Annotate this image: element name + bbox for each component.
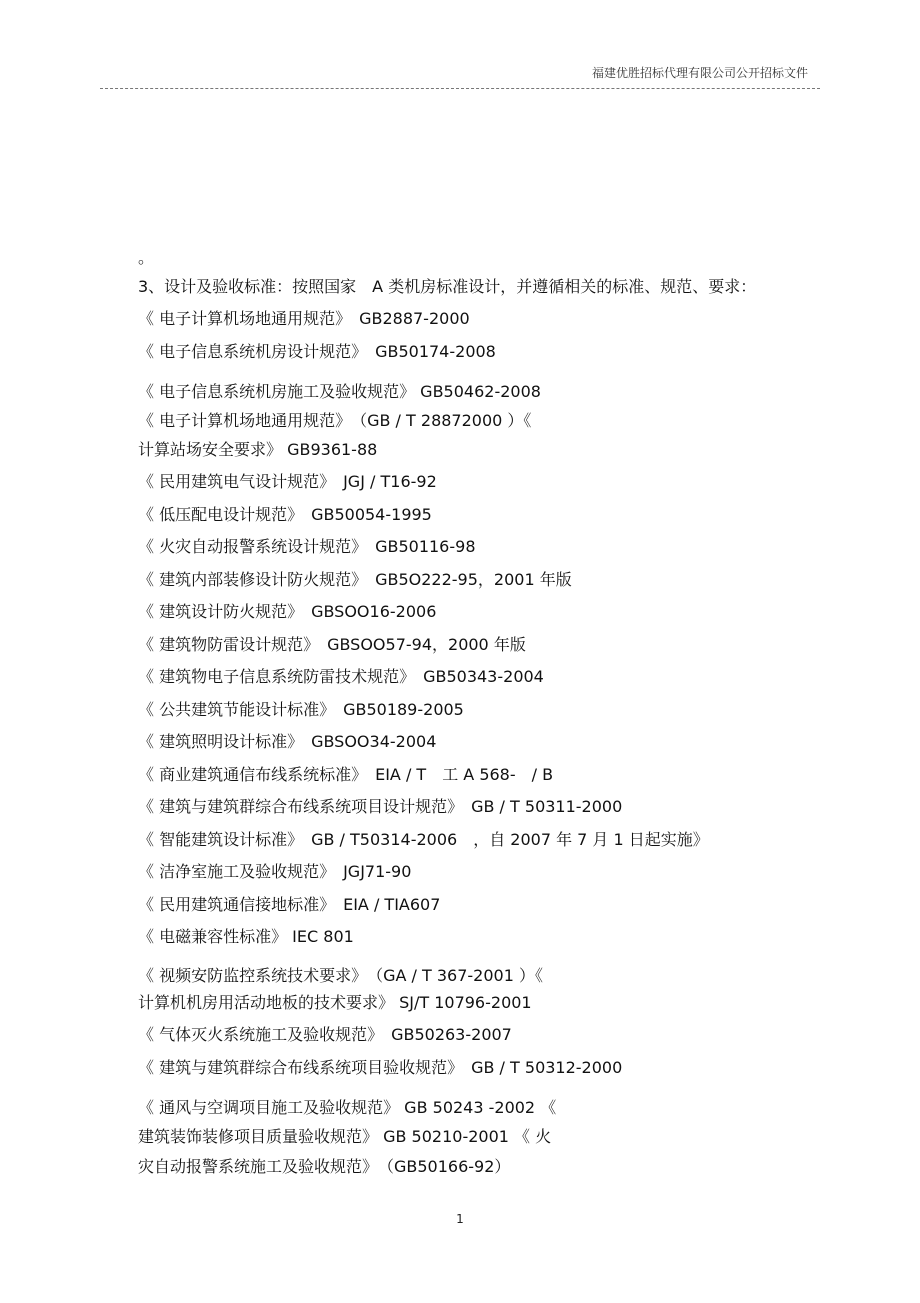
text-line: 《 民用建筑电气设计规范》 JGJ / T16-92 bbox=[138, 472, 437, 491]
header-divider bbox=[100, 88, 820, 89]
text-line: 《 建筑与建筑群综合布线系统项目设计规范》 GB / T 50311-2000 bbox=[138, 797, 623, 816]
text-line: 《 洁净室施工及验收规范》 JGJ71-90 bbox=[138, 862, 412, 881]
text-line: 计算站场安全要求》 GB9361-88 bbox=[138, 440, 378, 459]
text-line: 《 电子计算机场地通用规范》 （GB / T 28872000 ）《 bbox=[138, 411, 532, 430]
page-number: 1 bbox=[456, 1212, 464, 1226]
text-line: 《 商业建筑通信布线系统标准》 EIA / T 工 A 568- / B bbox=[138, 765, 554, 784]
text-line: 《 建筑设计防火规范》 GBSOO16-2006 bbox=[138, 602, 437, 621]
text-line: 《 电子信息系统机房施工及验收规范》 GB50462-2008 bbox=[138, 382, 541, 401]
text-line: 《 民用建筑通信接地标准》 EIA / TIA607 bbox=[138, 895, 441, 914]
header-title: 福建优胜招标代理有限公司公开招标文件 bbox=[591, 66, 808, 80]
text-line: 《 建筑内部装修设计防火规范》 GB5O222-95，2001 年版 bbox=[138, 570, 572, 589]
text-line: 《 建筑物防雷设计规范》 GBSOO57-94，2000 年版 bbox=[138, 635, 526, 654]
text-line: 《 低压配电设计规范》 GB50054-1995 bbox=[138, 505, 432, 524]
text-line: 《 建筑照明设计标准》 GBSOO34-2004 bbox=[138, 732, 437, 751]
text-line: 《 视频安防监控系统技术要求》 （GA / T 367-2001 ）《 bbox=[138, 966, 543, 985]
text-line: 《 通风与空调项目施工及验收规范》 GB 50243 -2002 《 bbox=[138, 1098, 557, 1117]
text-line: 3、设计及验收标准：按照国家 A 类机房标准设计，并遵循相关的标准、规范、要求： bbox=[138, 277, 757, 296]
text-line: 《 电磁兼容性标准》 IEC 801 bbox=[138, 927, 354, 946]
text-line: 《 火灾自动报警系统设计规范》 GB50116-98 bbox=[138, 537, 476, 556]
text-line: 计算机机房用活动地板的技术要求》 SJ/T 10796-2001 bbox=[138, 993, 532, 1012]
text-line: 。 bbox=[138, 248, 155, 267]
text-line: 《 智能建筑设计标准》 GB / T50314-2006 ，自 2007 年 7 月 1 日起实施》 bbox=[138, 830, 709, 849]
text-line: 灾自动报警系统施工及验收规范》 （GB50166-92） bbox=[138, 1157, 511, 1176]
text-line: 建筑装饰装修项目质量验收规范》 GB 50210-2001 《 火 bbox=[138, 1127, 552, 1146]
text-line: 《 电子计算机场地通用规范》 GB2887-2000 bbox=[138, 309, 470, 328]
text-line: 《 公共建筑节能设计标准》 GB50189-2005 bbox=[138, 700, 464, 719]
text-line: 《 气体灭火系统施工及验收规范》 GB50263-2007 bbox=[138, 1025, 512, 1044]
text-line: 《 电子信息系统机房设计规范》 GB50174-2008 bbox=[138, 342, 496, 361]
text-line: 《 建筑物电子信息系统防雷技术规范》 GB50343-2004 bbox=[138, 667, 544, 686]
text-line: 《 建筑与建筑群综合布线系统项目验收规范》 GB / T 50312-2000 bbox=[138, 1058, 623, 1077]
